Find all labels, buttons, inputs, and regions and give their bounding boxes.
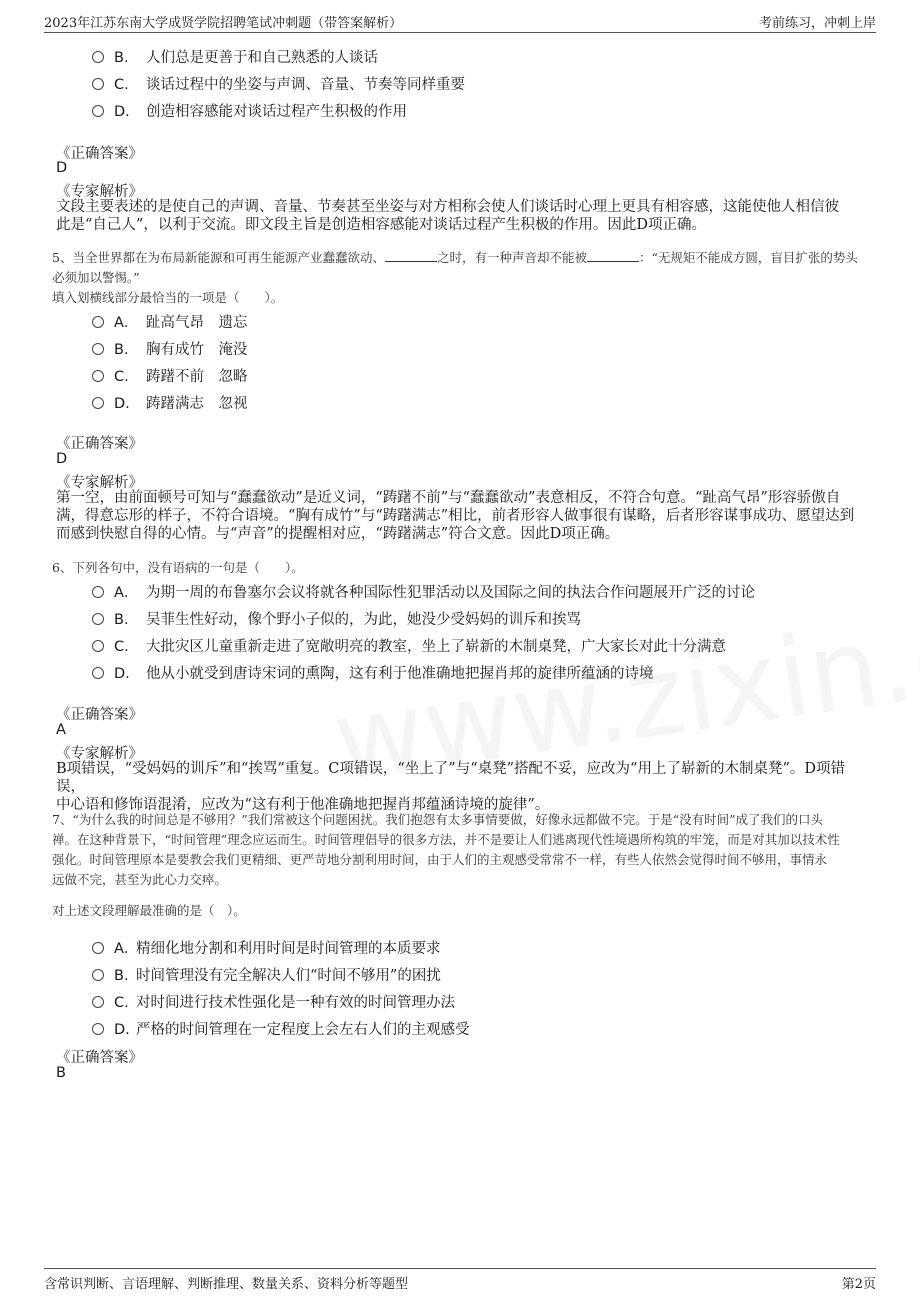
footer-topics: 含常识判断、言语理解、判断推理、数量关系、资料分析等题型 bbox=[44, 1277, 409, 1292]
page-header bbox=[44, 10, 876, 33]
blank-line bbox=[587, 249, 639, 262]
q6-analysis: B项错误，“受妈妈的训斥”和“挨骂”重复。C项错误，“坐上了”与“桌凳”搭配不妥，应改为“用上了崭新的木制桌凳”。D项错误， 中心语和修饰语混淆，应改为“这有利于他准确地把握肖邦蕴涵诗境的旋律”。 bbox=[56, 761, 845, 813]
q5-stem: 5、当全世界都在为布局新能源和可再生能源产业蠢蠢欲动、 之时，有一种声音却不能被 ：“无规矩不能成方圆，盲目扩张的势头 必须加以警惕。” 填入划横线部分最恰当的一项是（ ）。 bbox=[52, 250, 858, 305]
radio-icon[interactable] bbox=[92, 996, 104, 1008]
q5-option-d[interactable]: D. 踌躇满志 忽视 bbox=[92, 392, 248, 413]
radio-icon[interactable] bbox=[92, 370, 104, 382]
q6-analysis-label: 《专家解析》 bbox=[56, 746, 143, 762]
page-footer bbox=[44, 1268, 876, 1291]
q7-option-c[interactable]: C. 对时间进行技术性强化是一种有效的时间管理办法 bbox=[92, 991, 455, 1012]
page-number: 第2页 bbox=[841, 1277, 876, 1292]
q6-option-d[interactable]: D. 他从小就受到唐诗宋词的熏陶，这有利于他准确地把握肖邦的旋律所蕴涵的诗境 bbox=[92, 662, 654, 683]
q4-answer: D bbox=[56, 160, 68, 176]
q6-answer: A bbox=[56, 722, 66, 738]
q4-option-c[interactable]: C. 谈话过程中的坐姿与声调、音量、节奏等同样重要 bbox=[92, 73, 465, 94]
q5-option-b[interactable]: B. 胸有成竹 淹没 bbox=[92, 338, 248, 359]
q4-analysis: 文段主要表述的是使自己的声调、音量、节奏甚至坐姿与对方相称会使人们谈话时心理上更具有相容感，这能使他人相信彼 此是“自己人”，以利于交流。即文段主旨是创造相容感能对谈话过程产生积极的作用。因此D项正确。 bbox=[56, 199, 839, 233]
radio-icon[interactable] bbox=[92, 942, 104, 954]
q7-stem: 7、“为什么我的时间总是不够用？”我们常被这个问题困扰。我们抱怨有太多事情要做，好像永远都做不完。于是“没有时间”成了我们的口头 禅。在这种背景下，“时间管理”理念应运而生。时间管理倡导的很多方法，并不是要让人们逃离现代性境遇所构筑的牢笼，而是对其加以技术性 强化。时间管理原本是要教会我们更精细、更严苛地分割利用时间，由于人们的主观感受常常不一样，有些人依然会觉得时间不够用，事情永 远做不完，甚至为此心力交瘁。 bbox=[52, 812, 840, 887]
radio-icon[interactable] bbox=[92, 613, 104, 625]
q4-option-b[interactable]: B. 人们总是更善于和自己熟悉的人谈话 bbox=[92, 46, 378, 67]
q5-analysis-label: 《专家解析》 bbox=[56, 475, 143, 491]
q4-answer-label: 《正确答案》 bbox=[56, 146, 143, 162]
radio-icon[interactable] bbox=[92, 343, 104, 355]
q6-option-c[interactable]: C. 大批灾区儿童重新走进了宽敞明亮的教室，坐上了崭新的木制桌凳，广大家长对此十分满意 bbox=[92, 635, 726, 656]
q7-prompt: 对上述文段理解最准确的是（ ）。 bbox=[52, 903, 246, 918]
q5-analysis: 第一空，由前面顿号可知与“蠢蠢欲动”是近义词，“踌躇不前”与“蠢蠢欲动”表意相反，不符合句意。“趾高气昂”形容骄傲自 满，得意忘形的样子，不符合语境。“胸有成竹”与“踌躇满志”相比，前者形容人做事很有谋略，后者形容谋事成功、愿望达到 而感到快慰自得的心情。与“声音”的提醒相对应，“踌躇满志”符合文意。因此D项正确。 bbox=[56, 490, 855, 542]
radio-icon[interactable] bbox=[92, 586, 104, 598]
radio-icon[interactable] bbox=[92, 51, 104, 63]
q6-stem: 6、下列各句中，没有语病的一句是（ ）。 bbox=[52, 560, 304, 575]
q5-option-a[interactable]: A． 趾高气昂 遗忘 bbox=[92, 311, 248, 332]
document-title: 2023年江苏东南大学成贤学院招聘笔试冲刺题（带答案解析） bbox=[44, 16, 403, 31]
q7-answer-label: 《正确答案》 bbox=[56, 1050, 143, 1066]
radio-icon[interactable] bbox=[92, 78, 104, 90]
q7-option-a[interactable]: A．精细化地分割和利用时间是时间管理的本质要求 bbox=[92, 937, 441, 958]
radio-icon[interactable] bbox=[92, 640, 104, 652]
q6-option-a[interactable]: A． 为期一周的布鲁塞尔会议将就各种国际性犯罪活动以及国际之间的执法合作问题展开广泛的讨论 bbox=[92, 581, 755, 602]
radio-icon[interactable] bbox=[92, 105, 104, 117]
radio-icon[interactable] bbox=[92, 397, 104, 409]
q4-analysis-label: 《专家解析》 bbox=[56, 184, 143, 200]
radio-icon[interactable] bbox=[92, 969, 104, 981]
radio-icon[interactable] bbox=[92, 316, 104, 328]
q6-option-b[interactable]: B. 吴菲生性好动，像个野小子似的，为此，她没少受妈妈的训斥和挨骂 bbox=[92, 608, 581, 629]
q4-option-d[interactable]: D. 创造相容感能对谈话过程产生积极的作用 bbox=[92, 100, 407, 121]
q5-answer-label: 《正确答案》 bbox=[56, 436, 143, 452]
q5-option-c[interactable]: C. 踌躇不前 忽略 bbox=[92, 365, 248, 386]
q5-answer: D bbox=[56, 451, 68, 467]
header-slogan: 考前练习，冲刺上岸 bbox=[758, 16, 876, 31]
radio-icon[interactable] bbox=[92, 1023, 104, 1035]
q7-answer: B bbox=[56, 1065, 66, 1081]
q7-option-d[interactable]: D. 严格的时间管理在一定程度上会左右人们的主观感受 bbox=[92, 1018, 470, 1039]
q7-option-b[interactable]: B. 时间管理没有完全解决人们“时间不够用”的困扰 bbox=[92, 964, 441, 985]
radio-icon[interactable] bbox=[92, 667, 104, 679]
blank-line bbox=[385, 249, 437, 262]
q6-answer-label: 《正确答案》 bbox=[56, 707, 143, 723]
